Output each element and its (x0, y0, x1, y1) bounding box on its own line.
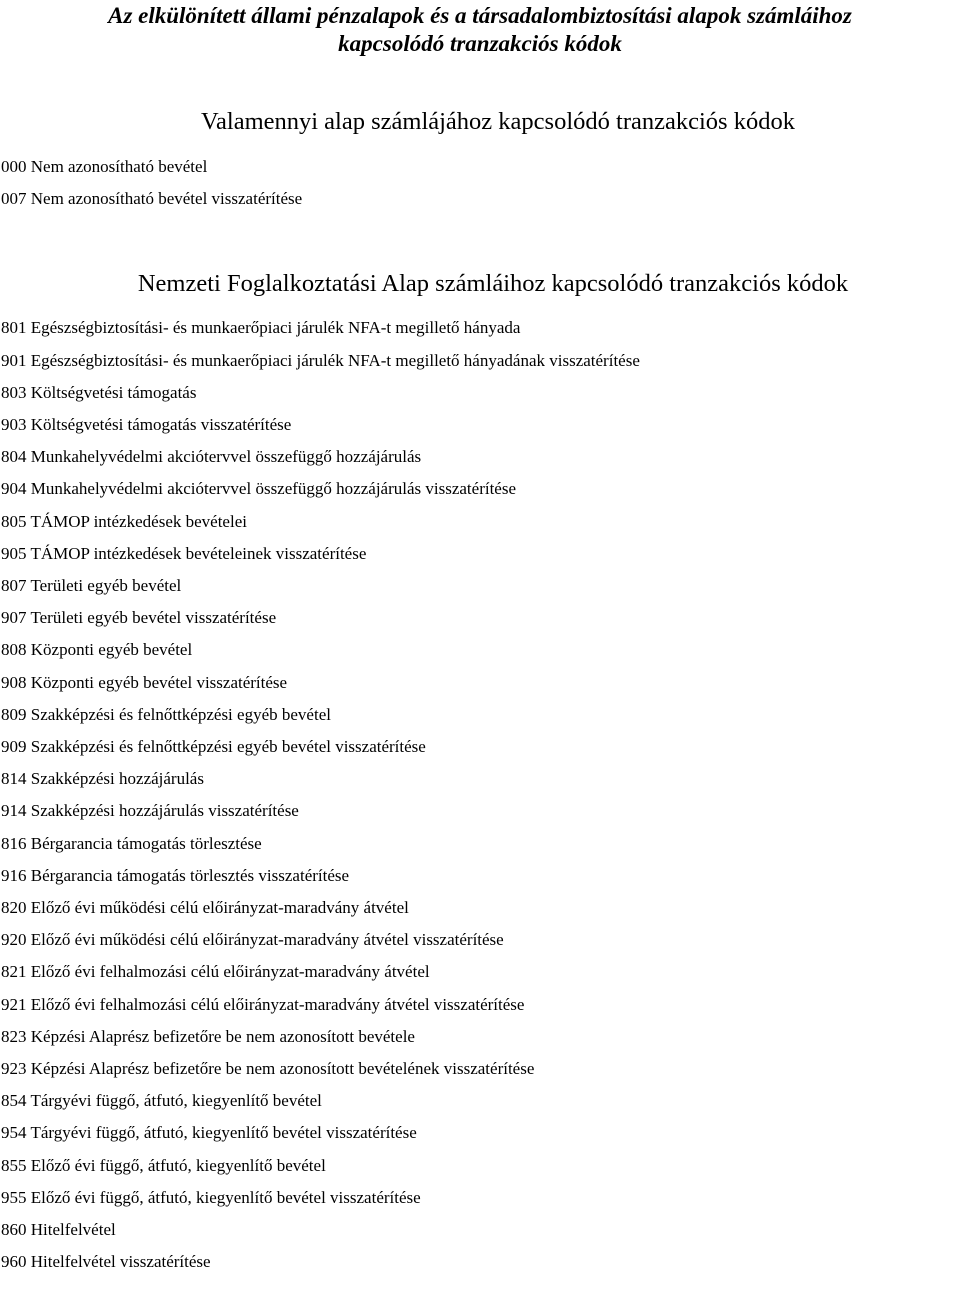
code-item: 960 Hitelfelvétel visszatérítése (1, 1252, 211, 1272)
code-item: 904 Munkahelyvédelmi akciótervvel összefüggő hozzájárulás visszatérítése (1, 479, 517, 499)
code-item: 007 Nem azonosítható bevétel visszatérítése (1, 189, 303, 209)
code-item: 803 Költségvetési támogatás (1, 382, 197, 402)
code-item: 905 TÁMOP intézkedések bevételeinek visszatérítése (1, 543, 367, 563)
code-item: 808 Központi egyéb bevétel (1, 640, 193, 660)
code-item: 955 Előző évi függő, átfutó, kiegyenlítő bevétel visszatérítése (1, 1187, 421, 1207)
code-item: 807 Területi egyéb bevétel (1, 576, 182, 596)
code-item: 855 Előző évi függő, átfutó, kiegyenlítő bevétel (1, 1155, 326, 1175)
code-item: 854 Tárgyévi függő, átfutó, kiegyenlítő bevétel (1, 1091, 322, 1111)
code-item: 954 Tárgyévi függő, átfutó, kiegyenlítő bevétel visszatérítése (1, 1123, 417, 1143)
nfa-code-list (0, 312, 960, 1278)
section-heading-nfa: Nemzeti Foglalkoztatási Alap számláihoz kapcsolódó tranzakciós kódok (137, 270, 849, 298)
code-item: 801 Egészségbiztosítási- és munkaerőpiaci járulék NFA-t megillető hányada (1, 318, 521, 338)
document-title (0, 0, 960, 58)
document-title-line-2: kapcsolódó tranzakciós kódok (338, 31, 622, 56)
code-item: 804 Munkahelyvédelmi akciótervvel összefüggő hozzájárulás (1, 447, 422, 467)
document-title-line-1: Az elkülönített állami pénzalapok és a társadalombiztosítási alapok számláihoz (108, 3, 852, 28)
code-item: 814 Szakképzési hozzájárulás (1, 769, 204, 789)
code-item: 908 Központi egyéb bevétel visszatérítése (1, 672, 288, 692)
code-item: 920 Előző évi működési célú előirányzat-maradvány átvétel visszatérítése (1, 930, 504, 950)
code-item: 820 Előző évi működési célú előirányzat-maradvány átvétel (1, 898, 409, 918)
code-item: 921 Előző évi felhalmozási célú előirányzat-maradvány átvétel visszatérítése (1, 994, 525, 1014)
code-item: 821 Előző évi felhalmozási célú előirányzat-maradvány átvétel (1, 962, 430, 982)
code-item: 860 Hitelfelvétel (1, 1220, 116, 1240)
code-item: 000 Nem azonosítható bevétel (1, 157, 208, 176)
code-item: 923 Képzési Alaprész befizetőre be nem azonosított bevételének visszatérítése (1, 1059, 535, 1079)
code-item: 914 Szakképzési hozzájárulás visszatérítése (1, 801, 299, 821)
all-funds-code-list (0, 151, 960, 215)
code-item: 901 Egészségbiztosítási- és munkaerőpiaci járulék NFA-t megillető hányadának visszatérítése (1, 350, 640, 370)
code-item: 916 Bérgarancia támogatás törlesztés visszatérítése (1, 865, 350, 885)
code-item: 823 Képzési Alaprész befizetőre be nem azonosított bevétele (1, 1026, 415, 1046)
code-item: 809 Szakképzési és felnőttképzési egyéb bevétel (1, 704, 331, 724)
code-item: 805 TÁMOP intézkedések bevételei (1, 511, 247, 531)
code-item: 816 Bérgarancia támogatás törlesztése (1, 833, 262, 853)
code-item: 903 Költségvetési támogatás visszatérítése (1, 415, 292, 435)
code-item: 909 Szakképzési és felnőttképzési egyéb bevétel visszatérítése (1, 737, 426, 757)
section-heading-all-funds: Valamennyi alap számlájához kapcsolódó tranzakciós kódok (201, 108, 795, 135)
code-item: 907 Területi egyéb bevétel visszatérítése (1, 608, 277, 628)
